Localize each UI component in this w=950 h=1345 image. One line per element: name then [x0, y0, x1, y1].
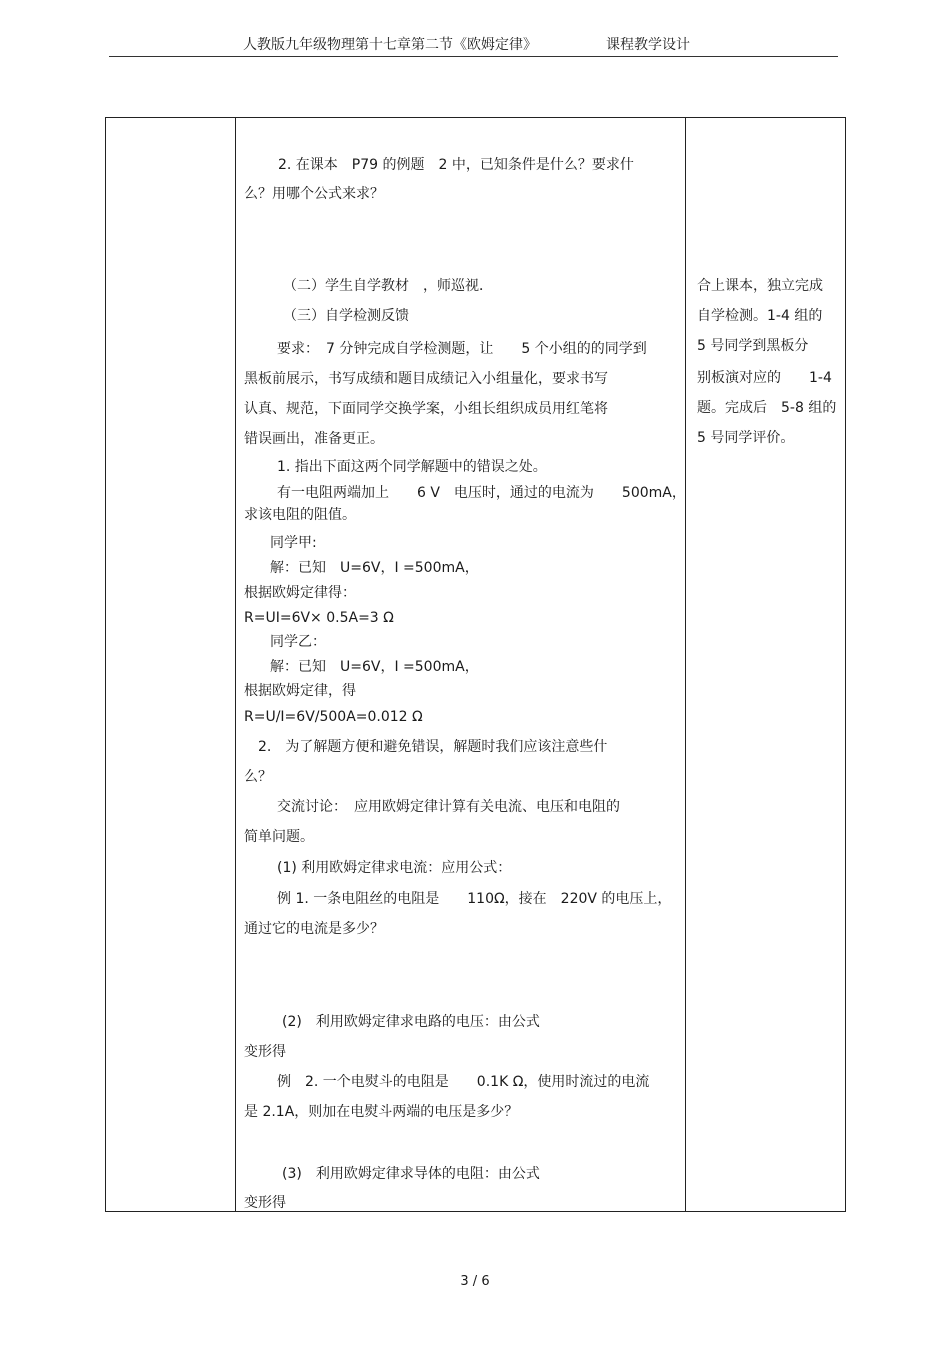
- page-number: 3 / 6: [460, 1274, 490, 1289]
- text-line: 自学检测。1-4 组的: [697, 308, 823, 324]
- text-line: 2. 在课本 P79 的例题 2 中，已知条件是什么？要求什: [278, 157, 634, 173]
- text-line: 根据欧姆定律得：: [244, 585, 356, 601]
- text-line: 合上课本，独立完成: [697, 278, 823, 294]
- text-line: 例 2. 一个电熨斗的电阻是 0.1K Ω，使用时流过的电流: [277, 1074, 650, 1090]
- text-line: 么？: [244, 769, 272, 785]
- text-line: 2. 为了解题方便和避免错误，解题时我们应该注意些什: [258, 739, 608, 755]
- text-line: 同学乙：: [270, 634, 326, 650]
- text-line: 根据欧姆定律，得: [244, 683, 356, 699]
- text-line: 变形得: [244, 1044, 286, 1060]
- text-line: 要求： 7 分钟完成自学检测题，让 5 个小组的的同学到: [277, 341, 647, 357]
- text-line: 题。完成后 5-8 组的: [697, 400, 837, 416]
- text-line: 简单问题。: [244, 829, 314, 845]
- page-header: [0, 34, 950, 54]
- text-line: 1. 指出下面这两个同学解题中的错误之处。: [277, 459, 547, 475]
- column-divider-left: [235, 118, 236, 1211]
- text-line: (2) 利用欧姆定律求电路的电压：由公式: [282, 1014, 540, 1030]
- text-line: 交流讨论： 应用欧姆定律计算有关电流、电压和电阻的: [277, 799, 620, 815]
- lesson-table: [105, 117, 846, 1212]
- text-line: 错误画出，准备更正。: [244, 431, 384, 447]
- text-line: 有一电阻两端加上 6 V 电压时，通过的电流为 500mA，: [277, 485, 686, 501]
- column-divider-right: [685, 118, 686, 1211]
- text-line: (3) 利用欧姆定律求导体的电阻：由公式: [282, 1166, 540, 1182]
- text-line: 解：已知 U=6V，I =500mA，: [270, 560, 479, 576]
- header-doc-type: 课程教学设计: [606, 37, 690, 53]
- text-line: 5 号同学到黑板分: [697, 338, 809, 354]
- text-line: R=U/I=6V/500A=0.012 Ω: [244, 709, 423, 725]
- text-line: 5 号同学评价。: [697, 430, 795, 446]
- text-line: R=UI=6V× 0.5A=3 Ω: [244, 610, 394, 626]
- header-divider: [109, 56, 838, 57]
- text-line: 例 1. 一条电阻丝的电阻是 110Ω，接在 220V 的电压上，: [277, 891, 672, 907]
- text-line: 变形得: [244, 1195, 286, 1211]
- text-line: 解：已知 U=6V，I =500mA，: [270, 659, 479, 675]
- text-line: 是 2.1A，则加在电熨斗两端的电压是多少？: [244, 1104, 519, 1120]
- text-line: 通过它的电流是多少？: [244, 921, 384, 937]
- text-line: （三）自学检测反馈: [283, 308, 409, 324]
- text-line: 同学甲:: [270, 535, 317, 551]
- text-line: （二）学生自学教材 ，师巡视．: [283, 278, 493, 294]
- header-title: 人教版九年级物理第十七章第二节《欧姆定律》: [243, 37, 537, 53]
- text-line: 黑板前展示，书写成绩和题目成绩记入小组量化，要求书写: [244, 371, 608, 387]
- text-line: 么？用哪个公式来求？: [244, 186, 384, 202]
- text-line: (1) 利用欧姆定律求电流：应用公式：: [277, 860, 512, 876]
- text-line: 别板演对应的 1-4: [697, 370, 832, 386]
- text-line: 认真、规范，下面同学交换学案，小组长组织成员用红笔将: [244, 401, 608, 417]
- text-line: 求该电阻的阻值。: [244, 507, 356, 523]
